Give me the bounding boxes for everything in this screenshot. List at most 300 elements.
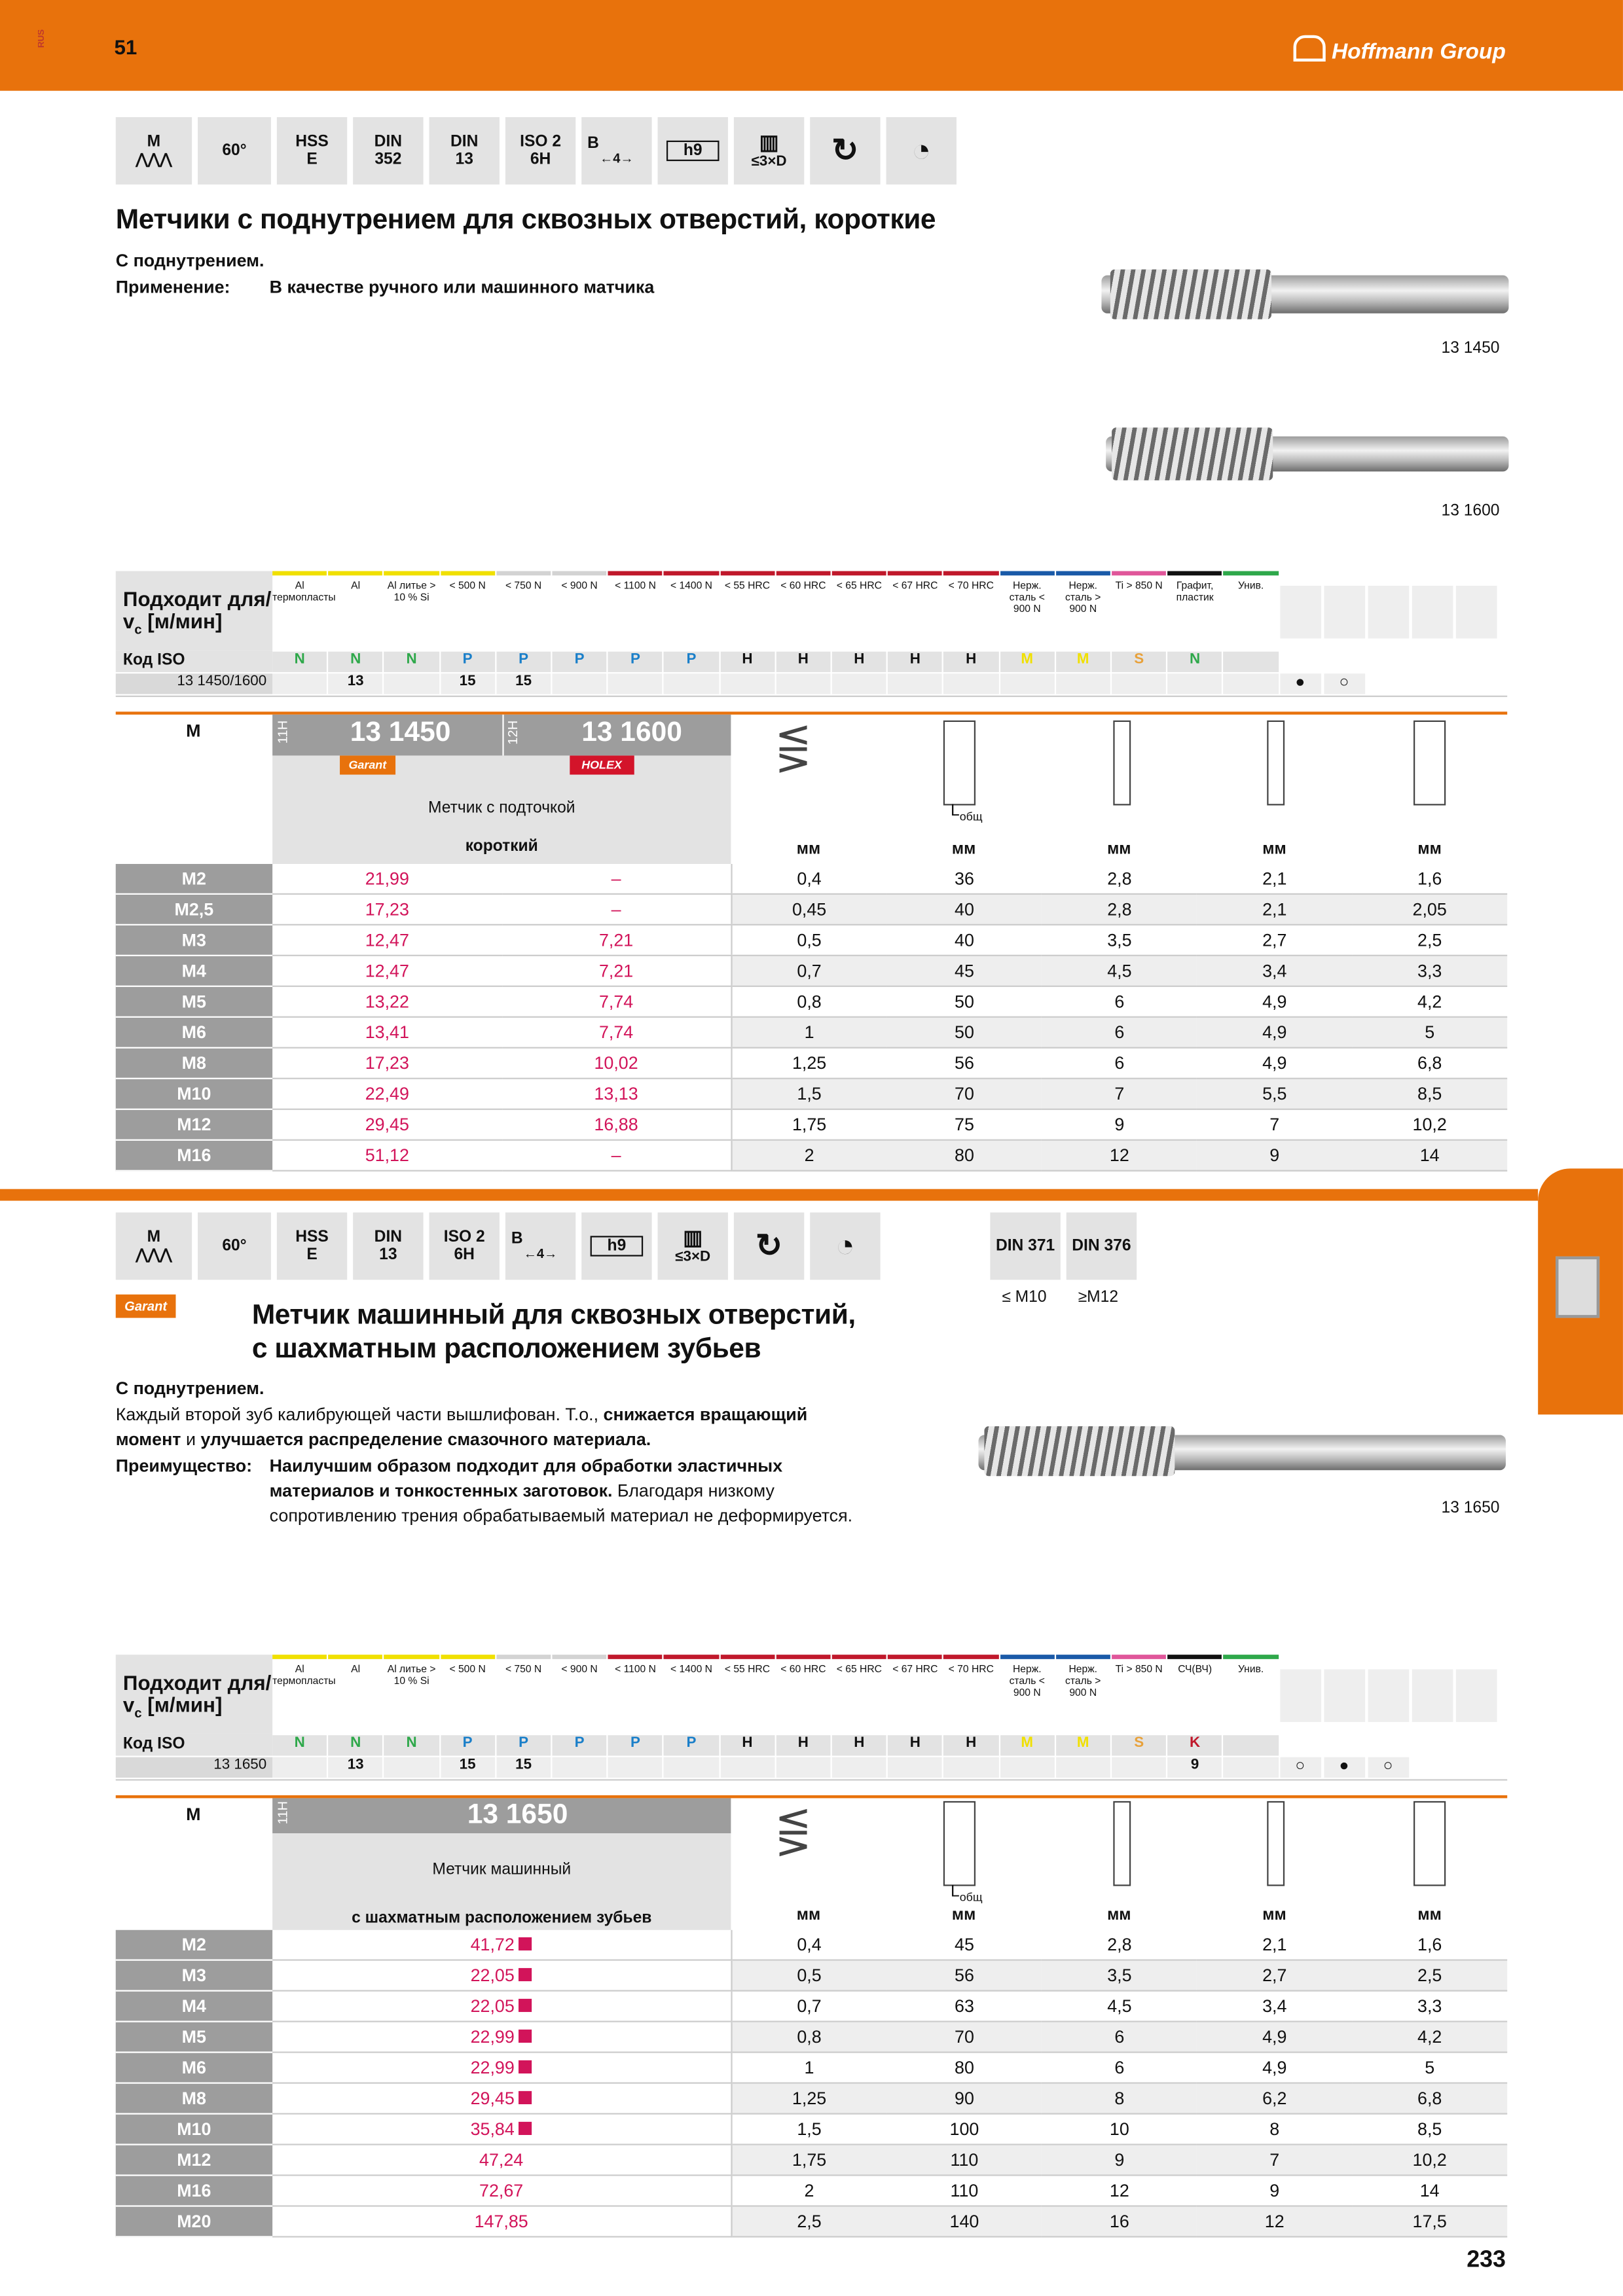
material-column-label: < 1400 N [670, 581, 712, 592]
size-cell: M6 [116, 2053, 272, 2083]
cutting-speed-cell [720, 673, 775, 694]
table-row [116, 1109, 1507, 1140]
dimension-cell: 9 [1197, 2176, 1352, 2206]
price-value: 22,99 [470, 2026, 515, 2047]
price-cell: 7,74 [502, 986, 731, 1017]
section2-title-line2: с шахматным расположением зубьев [251, 1334, 761, 1365]
image-label-13-1600: 13 1600 [1441, 502, 1500, 520]
material-color-strip [720, 1655, 775, 1659]
material-column-label: < 65 HRC [836, 581, 882, 592]
dimension-cell: 0,4 [731, 1930, 886, 1960]
page-number-bottom: 233 [1467, 2248, 1506, 2273]
dimension-cell: 2,5 [731, 2206, 886, 2236]
product-table-2: M 11H 13 1650 Метчик машинный с шахматным расположением зубьев ⋚ $L_{общ}$ мм мм мм мм мм M2 41,72 0,4 45 2,8 2,1 1,6 M3 22,05 0,5 56 3,5 2,7 2,5 M4 22,05 0,7 63 4,5 3,4 3,3 M5 22,99 0,8 70 6 4,9 4,2 M6 22,99 1 80 6 4,9 5 M8 29,45 1,25 90 8 6,2 6,8 M10 35,84 1,5 100 10 8 8,5 M12 47,24 1,75 110 9 7 10,2 M16 72,67 2 110 12 9 14 M20 147,85 2,5 140 16 12 17,5 [116, 1795, 1507, 2244]
dimension-cell: 70 [887, 2022, 1042, 2053]
iso2-6h-icon: ISO 2 6H [429, 1212, 500, 1280]
material-column-label: < 60 HRC [780, 581, 826, 592]
iso-code-cell: S [1112, 652, 1166, 672]
price-cell: 17,23 [272, 1048, 502, 1079]
dimension-cell: 45 [887, 956, 1042, 986]
dimension-cell: 56 [887, 1048, 1042, 1079]
din-13-icon: DIN 13 [429, 117, 500, 185]
dimension-cell: 3,3 [1352, 956, 1507, 986]
size-cell: M20 [116, 2206, 272, 2236]
material-column-label: Al термопласты [272, 1664, 336, 1687]
price-value: 72,67 [479, 2180, 524, 2201]
application-label: Применение: [115, 276, 230, 298]
material-color-strip [496, 571, 551, 576]
material-column-label: < 900 N [561, 1664, 598, 1676]
dimension-cell: 110 [887, 2145, 1042, 2176]
iso-code-cell: N [272, 1735, 327, 1755]
iso-code-cell: M [1056, 652, 1110, 672]
material-color-strip [384, 1655, 439, 1659]
dimension-cell: 3,5 [1042, 925, 1197, 956]
cutting-speed-cell [384, 1757, 439, 1778]
cutting-speed-cell: 13 [329, 673, 383, 694]
tolerance-11h: 11H [275, 1801, 290, 1825]
price-cell: 13,13 [502, 1079, 731, 1109]
iso-code-label: Код ISO [122, 651, 185, 670]
size-cell: M8 [116, 1048, 272, 1079]
stock-marker-icon [519, 2030, 532, 2043]
dimension-cell: 6,8 [1352, 2083, 1507, 2114]
iso-code-cell: N [329, 652, 383, 672]
total-length-label: L [951, 1883, 960, 1901]
dimension-cell: 4,9 [1197, 986, 1352, 1017]
price-cell [272, 1960, 731, 1991]
dimension-cell: 6 [1042, 986, 1197, 1017]
dimension-cell: 90 [887, 2083, 1042, 2114]
iso-code-label: Код ISO [122, 1735, 185, 1753]
advantage-line2: материалов и тонкостенных заготовок. Благодаря низкому [269, 1480, 775, 1501]
unit-label: мм [1107, 1906, 1131, 1924]
garant-logo: Garant [116, 1295, 176, 1318]
material-column-label: < 67 HRC [892, 1664, 938, 1676]
dimension-cell: 12 [1042, 1140, 1197, 1171]
dimension-cell: 1,5 [731, 2114, 886, 2145]
price-cell [272, 2053, 731, 2083]
order-code-13-1600: 13 1600 [581, 717, 682, 749]
section2-paragraph-line1: Каждый второй зуб калибрующей части вышлифован. Т.о., снижается вращающий [115, 1404, 808, 1425]
coolant-mark: ● [1279, 673, 1321, 694]
tool-desc-line2: короткий [465, 837, 538, 855]
material-color-strip [441, 571, 495, 576]
material-color-strip [384, 571, 439, 576]
dimension-cell: 3,4 [1197, 956, 1352, 986]
holex-logo: HOLEX [570, 755, 633, 774]
dimension-cell: 8 [1197, 2114, 1352, 2145]
material-color-strip [1168, 571, 1222, 576]
iso-code-cell: P [664, 1735, 718, 1755]
price-cell [272, 2145, 731, 2176]
dimension-cell: 1,75 [731, 2145, 886, 2176]
dimension-cell: 0,8 [731, 986, 887, 1017]
material-column-label: < 60 HRC [780, 1664, 826, 1676]
material-color-strip [1224, 1655, 1278, 1659]
dimension-cell: 2,5 [1352, 925, 1507, 956]
iso2-6h-icon: ISO 2 6H [505, 117, 575, 185]
price-cell: – [502, 1140, 731, 1171]
unit-label: мм [1262, 840, 1286, 859]
table-row [116, 1930, 1507, 1960]
table-row [116, 894, 1507, 925]
material-column-label: СЧ(ВЧ) [1178, 1664, 1213, 1676]
material-color-strip [272, 571, 327, 576]
depth-3xd-icon: ▥ ≤3×D [734, 117, 804, 185]
dimension-cell: 110 [887, 2176, 1042, 2206]
size-cell: M10 [116, 2114, 272, 2145]
coolant-mark: ○ [1324, 673, 1365, 694]
dimension-cell: 4,9 [1197, 1048, 1352, 1079]
cutting-speed-cell [888, 673, 942, 694]
spray-icon [1368, 1670, 1409, 1723]
dimension-cell: 36 [887, 864, 1042, 894]
dimension-cell: 2,8 [1042, 1930, 1197, 1960]
dimension-cell: 9 [1042, 1109, 1197, 1140]
material-column-label: Al литье > 10 % Si [387, 581, 436, 603]
cutting-speed-cell [552, 1757, 606, 1778]
price-value: 22,99 [470, 2057, 515, 2078]
din-376-note: ≥M12 [1078, 1288, 1119, 1306]
data-table-2 [116, 1930, 1507, 2238]
unit-label: мм [951, 1906, 976, 1924]
image-label-13-1650: 13 1650 [1441, 1499, 1500, 1517]
dimension-cell: 0,7 [731, 956, 887, 986]
coolant-mark: ○ [1368, 1757, 1409, 1778]
material-color-strip [329, 1655, 383, 1659]
iso-code-cell [1224, 1735, 1278, 1755]
material-column-label: < 1400 N [670, 1664, 712, 1676]
dimension-cell: 5 [1352, 2053, 1507, 2083]
unit-label: мм [1417, 840, 1442, 859]
metric-thread-icon: M ⋀⋀⋀ [116, 117, 192, 185]
material-column-label: < 70 HRC [948, 1664, 994, 1676]
pitch-icon: ⋚ [775, 1808, 812, 1857]
dimension-cell: 2 [731, 1140, 887, 1171]
cutting-speed-cell [1224, 673, 1278, 694]
dry-icon [1412, 586, 1453, 639]
dimension-cell: 40 [887, 894, 1042, 925]
tolerance-11h: 11H [275, 720, 290, 744]
size-cell: M4 [116, 956, 272, 986]
price-cell: 29,45 [272, 1109, 502, 1140]
material-color-strip [1056, 571, 1110, 576]
angle-60-icon: 60° [198, 117, 271, 185]
iso-code-cell: H [776, 652, 830, 672]
iso-code-cell: N [1168, 652, 1222, 672]
price-cell [272, 2114, 731, 2145]
feed-icon: ◔ [886, 117, 957, 185]
square-size-icon [1267, 721, 1285, 806]
dimension-cell: 9 [1042, 2145, 1197, 2176]
din-352-icon: DIN 352 [353, 117, 423, 185]
section2-paragraph-line2: момент и улучшается распределение смазочного материала. [115, 1429, 651, 1450]
table-row [116, 1048, 1507, 1079]
table-row [116, 1960, 1507, 1991]
dimension-cell: 63 [887, 1991, 1042, 2022]
tool-desc-line1: Метчик с подточкой [428, 799, 575, 817]
feature-icon-bar-2 [116, 1212, 881, 1280]
table-row [116, 986, 1507, 1017]
brand-logo [1294, 35, 1506, 65]
dimension-cell: 1,6 [1352, 1930, 1507, 1960]
dimension-cell: 12 [1042, 2176, 1197, 2206]
drop-emulsion-icon [1324, 586, 1365, 639]
material-color-strip [552, 1655, 606, 1659]
cutting-speed-cell: 13 [329, 1757, 383, 1778]
product-row-label: 13 1650 [116, 1757, 272, 1778]
iso-code-cell: H [720, 1735, 775, 1755]
dimension-cell: 5,5 [1197, 1079, 1352, 1109]
order-code-13-1450: 13 1450 [350, 717, 451, 749]
price-cell: 51,12 [272, 1140, 502, 1171]
size-cell: M2,5 [116, 894, 272, 925]
material-table-rule [116, 696, 1507, 697]
table-row [116, 1017, 1507, 1048]
dimension-cell: 7 [1042, 1079, 1197, 1109]
material-column-label: Унив. [1237, 581, 1264, 592]
total-length-icon [943, 721, 976, 806]
iso-code-cell: M [1000, 1735, 1054, 1755]
size-cell: M4 [116, 1991, 272, 2022]
dimension-cell: 0,45 [731, 894, 887, 925]
material-color-strip [1112, 1655, 1166, 1659]
size-cell: M16 [116, 2176, 272, 2206]
dimension-cell: 16 [1042, 2206, 1197, 2236]
material-color-strip [1112, 571, 1166, 576]
table-row [116, 2083, 1507, 2114]
stock-marker-icon [519, 2060, 532, 2073]
dimension-cell: 2,5 [1352, 1960, 1507, 1991]
cutting-speed-cell [1000, 673, 1054, 694]
order-code-13-1650: 13 1650 [467, 1799, 568, 1831]
cutting-speed-cell [608, 1757, 663, 1778]
material-color-strip [608, 1655, 663, 1659]
material-column-label: < 750 N [505, 1664, 542, 1676]
dimension-cell: 4,9 [1197, 2053, 1352, 2083]
unit-label: мм [796, 1906, 821, 1924]
material-column-label: Нерж. сталь < 900 N [1009, 1664, 1045, 1699]
size-cell: M12 [116, 1109, 272, 1140]
iso-code-cell: S [1112, 1735, 1166, 1755]
dimension-cell: 7 [1197, 2145, 1352, 2176]
cutting-speed-cell [1112, 1757, 1166, 1778]
cutting-speed-cell [1168, 673, 1222, 694]
dimension-cell: 6 [1042, 1017, 1197, 1048]
chamfer-b-icon: B ←4→ [505, 1212, 575, 1280]
iso-code-cell: P [441, 1735, 495, 1755]
dimension-cell: 4,2 [1352, 2022, 1507, 2053]
page-number-top: 51 [114, 35, 137, 59]
dimension-cell: 100 [887, 2114, 1042, 2145]
size-column-header: M [186, 1804, 201, 1825]
material-color-strip [272, 1655, 327, 1659]
table-row [116, 1079, 1507, 1109]
data-table-1 [116, 864, 1507, 1172]
iso-code-cell: H [944, 1735, 998, 1755]
units-row-2 [731, 1907, 1507, 1924]
price-cell: 7,21 [502, 956, 731, 986]
iso-code-cell: P [552, 1735, 606, 1755]
price-cell: 13,41 [272, 1017, 502, 1048]
iso-code-cell: H [720, 652, 775, 672]
spray-icon [1368, 586, 1409, 639]
material-column-label: < 500 N [449, 1664, 486, 1676]
price-cell [272, 2083, 731, 2114]
size-cell: M10 [116, 1079, 272, 1109]
cutting-speed-cell [552, 673, 606, 694]
price-cell [272, 1930, 731, 1960]
material-color-strip [832, 1655, 886, 1659]
unit-label: мм [1107, 840, 1131, 859]
material-column-label: < 750 N [505, 581, 542, 592]
dimension-cell: 50 [887, 986, 1042, 1017]
iso-code-cell: P [441, 652, 495, 672]
material-column-label: < 70 HRC [948, 581, 994, 592]
cutting-speed-cell [776, 673, 830, 694]
material-color-strip [664, 1655, 718, 1659]
price-value: 147,85 [474, 2211, 528, 2232]
cutting-speed-cell [272, 1757, 327, 1778]
dimension-cell: 8,5 [1352, 2114, 1507, 2145]
dimension-cell: 2,7 [1197, 1960, 1352, 1991]
dimension-cell: 3,4 [1197, 1991, 1352, 2022]
dimension-cell: 2,7 [1197, 925, 1352, 956]
material-color-strip [441, 1655, 495, 1659]
tool-image-13-1450 [1101, 264, 1508, 325]
h9-icon: h9 [658, 117, 728, 185]
material-color-strip [552, 571, 606, 576]
material-color-strip [944, 571, 998, 576]
iso-code-cell: H [776, 1735, 830, 1755]
price-cell: 12,47 [272, 925, 502, 956]
material-table-rule [116, 1779, 1507, 1780]
material-column-label: < 1100 N [615, 1664, 656, 1676]
cutting-speed-cell [1056, 1757, 1110, 1778]
angle-60-icon: 60° [198, 1212, 271, 1280]
category-side-tab[interactable] [1538, 1168, 1623, 1414]
table-row [116, 2114, 1507, 2145]
size-cell: M16 [116, 1140, 272, 1171]
language-tag: RUS [38, 29, 47, 48]
iso-code-cell: N [384, 652, 439, 672]
unit-label: мм [1262, 1906, 1286, 1924]
material-color-strip [832, 571, 886, 576]
stock-marker-icon [519, 2122, 532, 2135]
brand-name: Hoffmann Group [1331, 39, 1506, 65]
drill-diameter-icon [1413, 1801, 1446, 1886]
cutting-speed-cell [720, 1757, 775, 1778]
dimension-cell: 2,8 [1042, 894, 1197, 925]
dimension-cell: 17,5 [1352, 2206, 1507, 2236]
table-row [116, 2022, 1507, 2053]
cutting-speed-cell [664, 673, 718, 694]
size-cell: M2 [116, 1930, 272, 1960]
material-color-strip [888, 1655, 942, 1659]
section1-undercut: С поднутрением. [115, 250, 264, 271]
product-row-label: 13 1450/1600 [116, 673, 272, 694]
dimension-cell: 7 [1197, 1109, 1352, 1140]
material-column-label: Ti > 850 N [1115, 581, 1163, 592]
tool-desc-line1: Метчик машинный [432, 1861, 572, 1879]
feed-icon: ◔ [810, 1212, 880, 1280]
price-cell [272, 2022, 731, 2053]
material-color-strip [1224, 571, 1278, 576]
dimension-cell: 2,1 [1197, 894, 1352, 925]
price-cell: – [502, 864, 731, 894]
price-value: 41,72 [470, 1934, 515, 1955]
dimension-cell: 75 [887, 1109, 1042, 1140]
unit-label: мм [796, 840, 821, 859]
price-cell [272, 1991, 731, 2022]
dimension-cell: 4,5 [1042, 956, 1197, 986]
din-376-icon: DIN 376 [1067, 1212, 1137, 1280]
material-column-label: Графит, пластик [1176, 581, 1214, 603]
iso-code-cell: P [608, 1735, 663, 1755]
total-length-label: L [951, 802, 960, 820]
application-text: В качестве ручного или машинного матчика [269, 276, 655, 298]
dimension-cell: 12 [1197, 2206, 1352, 2236]
size-cell: M5 [116, 2022, 272, 2053]
price-cell: 13,22 [272, 986, 502, 1017]
dimension-cell: 1,5 [731, 1079, 887, 1109]
dimension-cell: 10,2 [1352, 2145, 1507, 2176]
table-row [116, 956, 1507, 986]
price-value: 35,84 [470, 2119, 515, 2140]
iso-code-cell [1224, 652, 1278, 672]
advantage-line3: сопротивлению трения обрабатываемый материал не деформируется. [269, 1505, 853, 1526]
material-color-strip [664, 571, 718, 576]
unit-label: мм [1417, 1906, 1442, 1924]
cutting-speed-cell [384, 673, 439, 694]
dimension-cell: 1,6 [1352, 864, 1507, 894]
square-size-icon [1267, 1801, 1285, 1886]
tool-image-13-1650 [979, 1424, 1506, 1479]
rotate-icon: ↻ [810, 117, 880, 185]
price-cell: 17,23 [272, 894, 502, 925]
dimension-cell: 0,7 [731, 1991, 886, 2022]
material-color-strip [888, 571, 942, 576]
material-column-label: Нерж. сталь > 900 N [1065, 581, 1101, 615]
material-color-strip [1056, 1655, 1110, 1659]
price-cell: 7,21 [502, 925, 731, 956]
cutting-speed-cell [888, 1757, 942, 1778]
material-column-label: Al [351, 581, 361, 592]
coolant-mark: ● [1324, 1757, 1365, 1778]
material-column-label: Al литье > 10 % Si [387, 1664, 436, 1687]
dimension-cell: 10 [1042, 2114, 1197, 2145]
total-length-icon [943, 1801, 976, 1886]
cutting-speed-cell [832, 673, 886, 694]
din-13-icon: DIN 13 [353, 1212, 423, 1280]
iso-code-cell: H [832, 1735, 886, 1755]
cutting-speed-cell: 15 [496, 673, 551, 694]
dimension-cell: 6,2 [1197, 2083, 1352, 2114]
dimension-cell: 80 [887, 2053, 1042, 2083]
table-row [116, 2206, 1507, 2236]
dimension-cell: 4,2 [1352, 986, 1507, 1017]
shank-diameter-icon [1113, 1801, 1131, 1886]
brand-mark-icon [1294, 35, 1326, 62]
mist-icon [1455, 586, 1497, 639]
dimension-cell: 3,3 [1352, 1991, 1507, 2022]
section1-title: Метчики с поднутрением для сквозных отверстий, короткие [115, 205, 936, 236]
dimension-cell: 6,8 [1352, 1048, 1507, 1079]
h9-icon: h9 [581, 1212, 651, 1280]
dimension-cell: 9 [1197, 1140, 1352, 1171]
dimension-cell: 56 [887, 1960, 1042, 1991]
